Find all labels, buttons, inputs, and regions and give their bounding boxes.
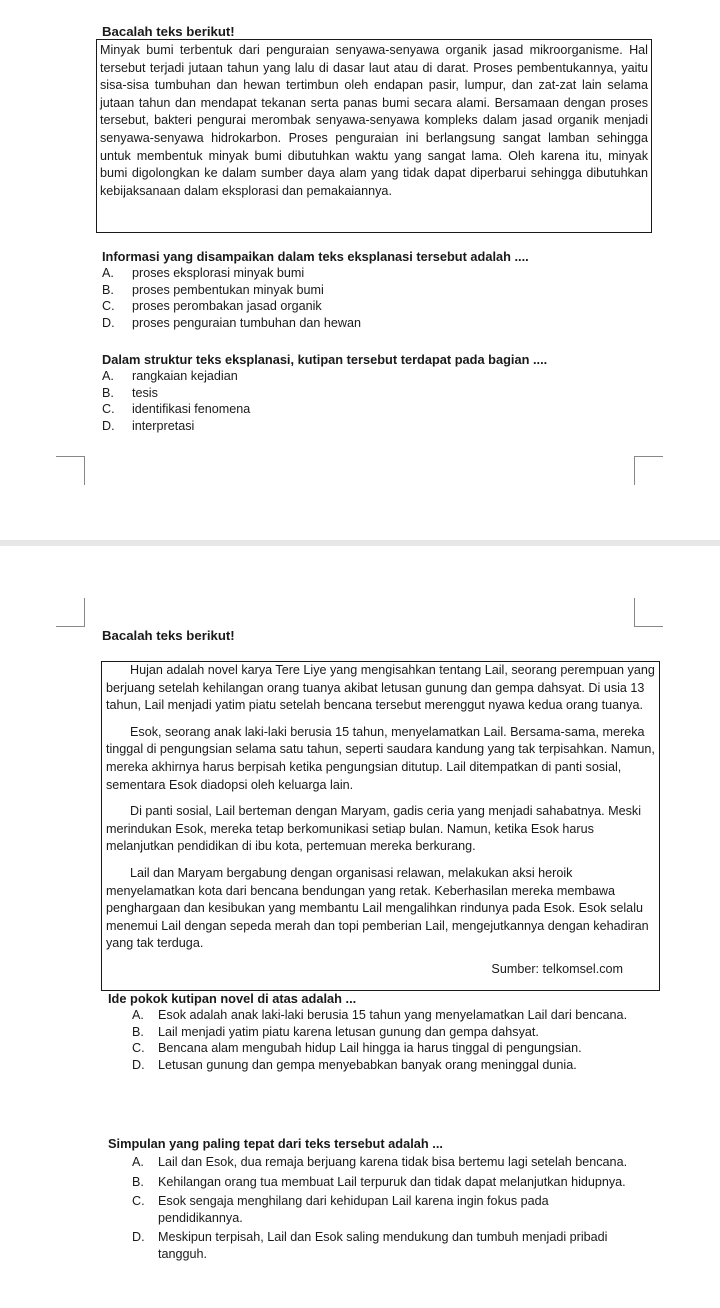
question-3-option-c[interactable]: C. Bencana alam mengubah hidup Lail hingga ia harus tinggal di pengungsian. bbox=[132, 1041, 582, 1055]
question-2-option-b[interactable]: B. tesis bbox=[102, 385, 158, 400]
question-2-options bbox=[102, 368, 662, 434]
novel-paragraph: Di panti sosial, Lail berteman dengan Maryam, gadis ceria yang menjadi sahabatnya. Meski merindukan Esok, mereka tetap berkomunikasi setiap bulan. Namun, ketika Esok harus melanjutkan pendidikan di ibu kota, pertemuan mereka berkurang. bbox=[106, 804, 642, 854]
page-corner-mark-top-left bbox=[56, 598, 85, 627]
question-3: Ide pokok kutipan novel di atas adalah ... bbox=[108, 991, 357, 1006]
question-1-options bbox=[102, 265, 662, 331]
page-corner-mark-top-right bbox=[634, 598, 663, 627]
question-3-option-b[interactable]: B. Lail menjadi yatim piatu karena letusan gunung dan gempa dahsyat. bbox=[132, 1024, 539, 1039]
source-citation: Sumber: telkomsel.com bbox=[491, 962, 623, 977]
question-4-option-c[interactable]: C. Esok sengaja menghilang dari kehidupan Lail karena ingin fokus pada pendidikannya. bbox=[132, 1194, 549, 1225]
question-4-option-a[interactable]: A. Lail dan Esok, dua remaja berjuang karena tidak bisa bertemu lagi setelah bencana. bbox=[132, 1155, 628, 1169]
question-1-option-c[interactable]: C. proses perombakan jasad organik bbox=[102, 299, 322, 313]
question-4-option-d[interactable]: D. Meskipun terpisah, Lail dan Esok saling mendukung dan tumbuh menjadi pribadi tangguh. bbox=[132, 1230, 608, 1261]
question-3-option-a[interactable]: A. Esok adalah anak laki-laki berusia 15 tahun yang menyelamatkan Lail dari bencana. bbox=[132, 1008, 628, 1022]
novel-excerpt-box bbox=[101, 661, 660, 991]
page-corner-mark-bottom-right bbox=[634, 456, 663, 485]
novel-paragraph: Esok, seorang anak laki-laki berusia 15 tahun, menyelamatkan Lail. Bersama-sama, mereka tinggal di pengungsian selama satu tahun, seperti saudara kandung yang tak terpisahkan. Namun, mereka akhirnya harus berpisah ketika pengungsian ditutup. Lail ditempatkan di panti sosial, sementara Esok diadopsi oleh keluarga lain. bbox=[106, 724, 655, 792]
explanation-passage-box bbox=[96, 39, 652, 233]
question-4: Simpulan yang paling tepat dari teks tersebut adalah ... bbox=[108, 1136, 443, 1151]
document-page-1 bbox=[0, 0, 720, 540]
novel-paragraph: Hujan adalah novel karya Tere Liye yang mengisahkan tentang Lail, seorang perempuan yang berjuang setelah kehilangan orang tuanya akibat letusan gunung dan gempa dahsyat. Di usia 13 tahun, Lail menjadi yatim piatu setelah bencana tersebut merenggut nyawa kedua orang tuanya. bbox=[106, 663, 655, 713]
question-3-options bbox=[132, 1007, 652, 1073]
question-1: Informasi yang disampaikan dalam teks eksplanasi tersebut adalah .... bbox=[102, 249, 529, 264]
novel-paragraph: Lail dan Maryam bergabung dengan organisasi relawan, melakukan aksi heroik menyelamatkan kota dari bencana bendungan yang retak. Keberhasilan mereka membawa penghargaan dan kesibukan yang membantu Lail mengalihkan rindunya pada Esok. Esok selalu menemui Lail dengan sepeda merah dan topi pemberian Lail, mengejutkannya dengan kehadiran yang tak terduga. bbox=[106, 865, 649, 951]
question-4-options bbox=[132, 1154, 632, 1262]
page-1-heading: Bacalah teks berikut! bbox=[102, 24, 235, 39]
question-1-option-a[interactable]: A. proses eksplorasi minyak bumi bbox=[102, 266, 305, 280]
question-2: Dalam struktur teks eksplanasi, kutipan tersebut terdapat pada bagian .... bbox=[102, 352, 548, 367]
question-4-option-b[interactable]: B. Kehilangan orang tua membuat Lail terpuruk dan tidak dapat melanjutkan hidupnya. bbox=[132, 1174, 626, 1189]
question-2-option-d[interactable]: D. interpretasi bbox=[102, 418, 195, 433]
question-2-option-c[interactable]: C. identifikasi fenomena bbox=[102, 402, 251, 416]
question-1-option-d[interactable]: D. proses penguraian tumbuhan dan hewan bbox=[102, 315, 361, 330]
question-1-option-b[interactable]: B. proses pembentukan minyak bumi bbox=[102, 282, 324, 297]
explanation-passage-text: Minyak bumi terbentuk dari penguraian senyawa-senyawa organik jasad mikroorganisme. Hal tersebut terjadi jutaan tahun yang lalu di dasar laut atau di darat. Proses pembentukannya, yaitu sisa-sisa tumbuhan dan hewan tertimbun oleh endapan pasir, lumpur, dan zat-zat lain selama jutaan tahun dan mendapat tekanan serta panas bumi secara alami. Bersamaan dengan proses tersebut, bakteri pengurai merombak senyawa-senyawa kompleks dalam jasad organik menjadi senyawa-senyawa hidrokarbon. Proses penguraian ini berlangsung sangat lamban sehingga untuk membentuk minyak bumi dibutuhkan waktu yang sangat lama. Oleh karena itu, minyak bumi digolongkan ke dalam sumber daya alam yang tidak dapat diperbarui sehingga dibutuhkan kebijaksanaan dalam eksplorasi dan pemakaiannya. bbox=[100, 43, 648, 198]
document-page-2 bbox=[0, 546, 720, 1308]
question-3-option-d[interactable]: D. Letusan gunung dan gempa menyebabkan banyak orang meninggal dunia. bbox=[132, 1057, 577, 1072]
question-2-option-a[interactable]: A. rangkaian kejadian bbox=[102, 369, 238, 383]
page-corner-mark-bottom-left bbox=[56, 456, 85, 485]
page-2-heading: Bacalah teks berikut! bbox=[102, 628, 235, 643]
